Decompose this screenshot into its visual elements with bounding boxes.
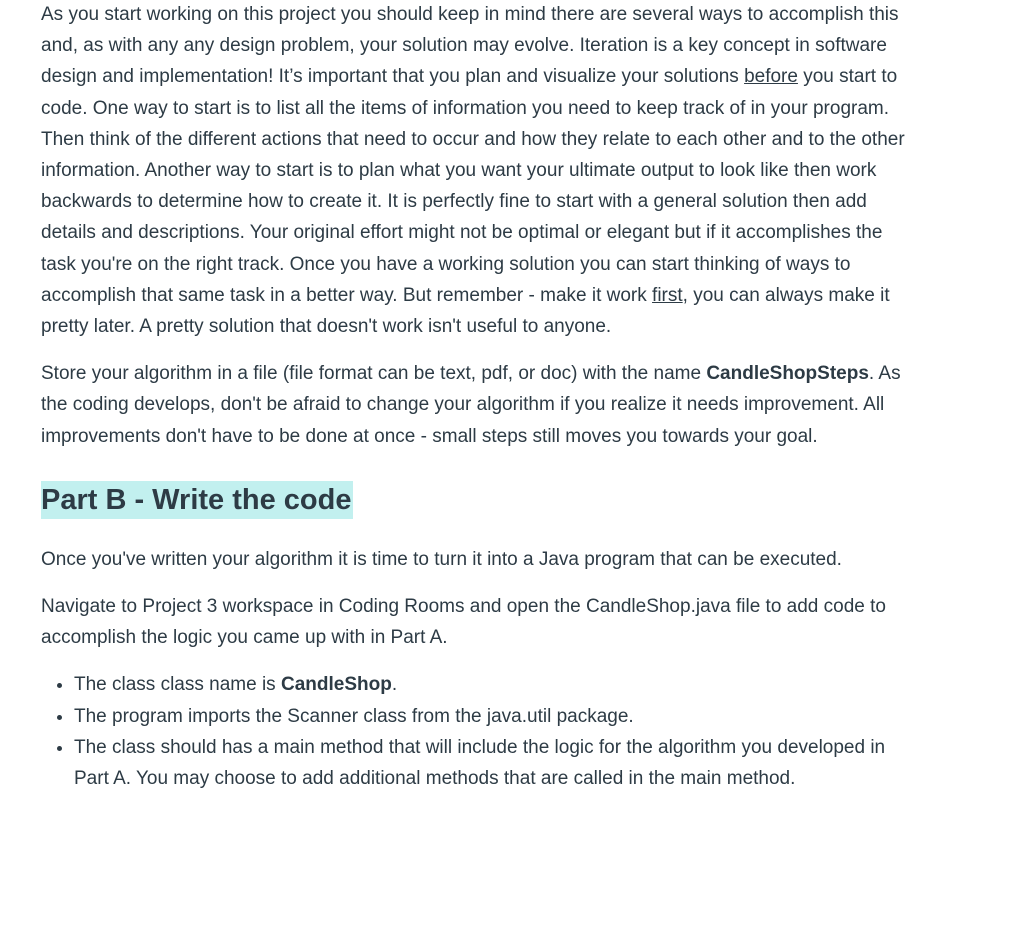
intro-text-2: you start to code. One way to start is to list all the items of information you need to keep track of in your program. Then think of the different actions that need to occur and how they relate to each other and to the other information. Another way to start is to plan what you want your ultimate output to look like then work backwards to determine how to create it. It is perfectly fine to start with a general solution then add details and descriptions. Your original effort might not be optimal or elegant but if it accomplishes the task you're on the right track. Once you have a working solution you can start thinking of ways to accomplish that same task in a better way. But remember - make it work: [41, 66, 905, 306]
filename-bold: CandleShopSteps: [706, 363, 869, 385]
intro-text-3: , you can always make it pretty later. A pretty solution that doesn't work isn't useful to anyone.: [41, 284, 890, 338]
class-name-bold: CandleShop: [280, 674, 392, 696]
list-item: [74, 669, 921, 700]
requirements-list: [41, 669, 921, 794]
underlined-first: first: [652, 284, 683, 306]
page-content: [41, 0, 921, 794]
intro-text-1: As you start working on this project you should keep in mind there are several ways to accomplish this and, as with any any design problem, your solution may evolve. Iteration is a key concept in software design and implementation! It’s important that you plan and visualize your solutions: [41, 4, 899, 88]
list-item: • The class should has a main method that will include the logic for the algorithm you developed in Part A. You may choose to add additional methods that are called in the main method.: [74, 732, 921, 794]
navigate-paragraph: Navigate to Project 3 workspace in Coding Rooms and open the CandleShop.java file to add code to accomplish the logic you came up with in Part A.: [41, 596, 886, 649]
write-code-paragraph: Once you've written your algorithm it is time to turn it into a Java program that can be executed.: [41, 548, 842, 570]
list-item-text: The class class name is: [74, 674, 281, 696]
section-heading-wrapper: [41, 476, 921, 524]
store-text-1: Store your algorithm in a file (file format can be text, pdf, or doc) with the name: [41, 363, 707, 385]
underlined-before: before: [744, 66, 798, 88]
list-item: • The program imports the Scanner class from the java.util package.: [74, 701, 921, 732]
list-item-text: .: [391, 674, 398, 696]
intro-paragraph: [41, 0, 921, 342]
store-algorithm-paragraph: [41, 358, 921, 452]
section-heading: Part B - Write the code: [41, 481, 353, 519]
store-text-2: . As the coding develops, don't be afraid to change your algorithm if you realize it needs improvement. All improvements don't have to be done at once - small steps still moves you towards your goal.: [41, 363, 901, 447]
